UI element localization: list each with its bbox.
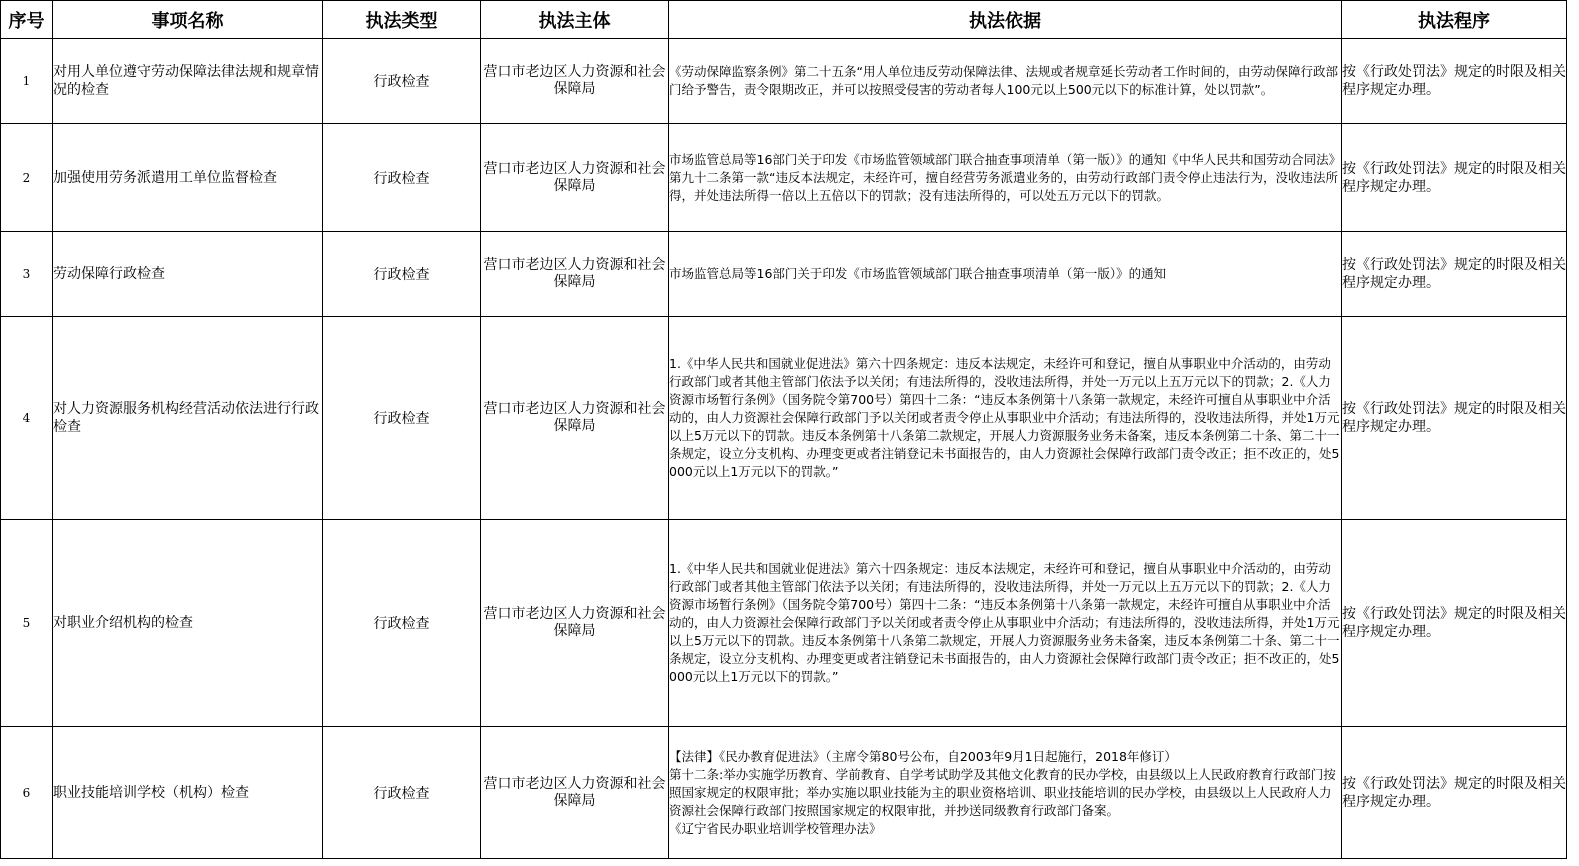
header-subject: 执法主体 [481, 1, 669, 39]
cell-subject: 营口市老边区人力资源和社会保障局 [481, 232, 669, 317]
cell-type: 行政检查 [323, 232, 481, 317]
table-row [1, 124, 1567, 232]
cell-name: 加强使用劳务派遣用工单位监督检查 [53, 124, 323, 232]
header-name: 事项名称 [53, 1, 323, 39]
cell-index: 6 [1, 727, 53, 859]
cell-subject: 营口市老边区人力资源和社会保障局 [481, 520, 669, 727]
basis-paragraph: 《劳动保障监察条例》第二十五条“用人单位违反劳动保障法律、法规或者规章延长劳动者工作时间的，由劳动保障行政部门给予警告，责令限期改正，并可以按照受侵害的劳动者每人100元以上500元以下的标准计算，处以罚款”。 [669, 64, 1338, 97]
cell-name: 职业技能培训学校（机构）检查 [53, 727, 323, 859]
table-row [1, 520, 1567, 727]
cell-subject: 营口市老边区人力资源和社会保障局 [481, 727, 669, 859]
header-row [1, 1, 1567, 39]
cell-name: 对职业介绍机构的检查 [53, 520, 323, 727]
cell-index: 5 [1, 520, 53, 727]
cell-subject: 营口市老边区人力资源和社会保障局 [481, 124, 669, 232]
basis-paragraph: 1.《中华人民共和国就业促进法》第六十四条规定：违反本法规定，未经许可和登记，擅自从事职业中介活动的，由劳动行政部门或者其他主管部门依法予以关闭；有违法所得的，没收违法所得，并处一万元以上五万元以下的罚款；2.《人力资源市场暂行条例》（国务院令第700号）第四十二条：“违反本条例第十八条第一款规定，未经许可擅自从事职业中介活动的，由人力资源社会保障行政部门予以关闭或者责令停止从事职业中介活动；有违法所得的，没收违法所得，并处1万元以上5万元以下的罚款。违反本条例第十八条第二款规定，开展人力资源服务业务未备案，违反本条例第二十条、第二十一条规定，设立分支机构、办理变更或者注销登记未书面报告的，由人力资源社会保障行政部门责令改正；拒不改正的，处5000元以上1万元以下的罚款。” [669, 561, 1340, 684]
cell-type: 行政检查 [323, 727, 481, 859]
cell-basis [669, 727, 1342, 859]
cell-subject: 营口市老边区人力资源和社会保障局 [481, 317, 669, 520]
header-basis: 执法依据 [669, 1, 1342, 39]
basis-paragraph: 《辽宁省民办职业培训学校管理办法》 [669, 820, 882, 836]
basis-paragraph: 市场监管总局等16部门关于印发《市场监管领域部门联合抽查事项清单（第一版）》的通知《中华人民共和国劳动合同法》第九十二条第一款“违反本法规定，未经许可，擅自经营劳务派遣业务的，由劳动行政部门责令停止违法行为，没收违法所得，并处违法所得一倍以上五倍以下的罚款；没有违法所得的，可以处五万元以下的罚款。 [669, 151, 1338, 203]
basis-paragraph: 第十二条:举办实施学历教育、学前教育、自学考试助学及其他文化教育的民办学校，由县级以上人民政府教育行政部门按照国家规定的权限审批；举办实施以职业技能为主的职业资格培训、职业技能培训的民办学校，由县级以上人民政府人力资源社会保障行政部门按照国家规定的权限审批，并抄送同级教育行政部门备案。 [669, 766, 1336, 818]
cell-index: 1 [1, 39, 53, 124]
cell-name: 劳动保障行政检查 [53, 232, 323, 317]
cell-procedure: 按《行政处罚法》规定的时限及相关程序规定办理。 [1342, 232, 1567, 317]
table-row [1, 39, 1567, 124]
cell-index: 4 [1, 317, 53, 520]
table-row [1, 317, 1567, 520]
cell-type: 行政检查 [323, 317, 481, 520]
cell-procedure: 按《行政处罚法》规定的时限及相关程序规定办理。 [1342, 317, 1567, 520]
cell-index: 3 [1, 232, 53, 317]
table-row [1, 727, 1567, 859]
cell-basis [669, 124, 1342, 232]
basis-paragraph: 1.《中华人民共和国就业促进法》第六十四条规定：违反本法规定，未经许可和登记，擅自从事职业中介活动的，由劳动行政部门或者其他主管部门依法予以关闭；有违法所得的，没收违法所得，并处一万元以上五万元以下的罚款；2.《人力资源市场暂行条例》（国务院令第700号）第四十二条：“违反本条例第十八条第一款规定，未经许可擅自从事职业中介活动的，由人力资源社会保障行政部门予以关闭或者责令停止从事职业中介活动；有违法所得的，没收违法所得，并处1万元以上5万元以下的罚款。违反本条例第十八条第二款规定，开展人力资源服务业务未备案，违反本条例第二十条、第二十一条规定，设立分支机构、办理变更或者注销登记未书面报告的，由人力资源社会保障行政部门责令改正；拒不改正的，处5000元以上1万元以下的罚款。” [669, 356, 1340, 479]
header-procedure: 执法程序 [1342, 1, 1567, 39]
cell-procedure: 按《行政处罚法》规定的时限及相关程序规定办理。 [1342, 124, 1567, 232]
cell-basis [669, 520, 1342, 727]
basis-paragraph: 市场监管总局等16部门关于印发《市场监管领域部门联合抽查事项清单（第一版）》的通知 [669, 266, 1167, 281]
basis-paragraph: 【法律】《民办教育促进法》（主席令第80号公布，自2003年9月1日起施行，2018年修订） [669, 748, 1177, 764]
cell-procedure: 按《行政处罚法》规定的时限及相关程序规定办理。 [1342, 39, 1567, 124]
cell-name: 对人力资源服务机构经营活动依法进行行政检查 [53, 317, 323, 520]
cell-procedure: 按《行政处罚法》规定的时限及相关程序规定办理。 [1342, 520, 1567, 727]
cell-subject: 营口市老边区人力资源和社会保障局 [481, 39, 669, 124]
cell-basis [669, 39, 1342, 124]
table-row [1, 232, 1567, 317]
cell-basis [669, 317, 1342, 520]
header-type: 执法类型 [323, 1, 481, 39]
cell-name: 对用人单位遵守劳动保障法律法规和规章情况的检查 [53, 39, 323, 124]
cell-type: 行政检查 [323, 39, 481, 124]
header-index: 序号 [1, 1, 53, 39]
cell-index: 2 [1, 124, 53, 232]
cell-type: 行政检查 [323, 520, 481, 727]
cell-type: 行政检查 [323, 124, 481, 232]
cell-basis [669, 232, 1342, 317]
cell-procedure: 按《行政处罚法》规定的时限及相关程序规定办理。 [1342, 727, 1567, 859]
